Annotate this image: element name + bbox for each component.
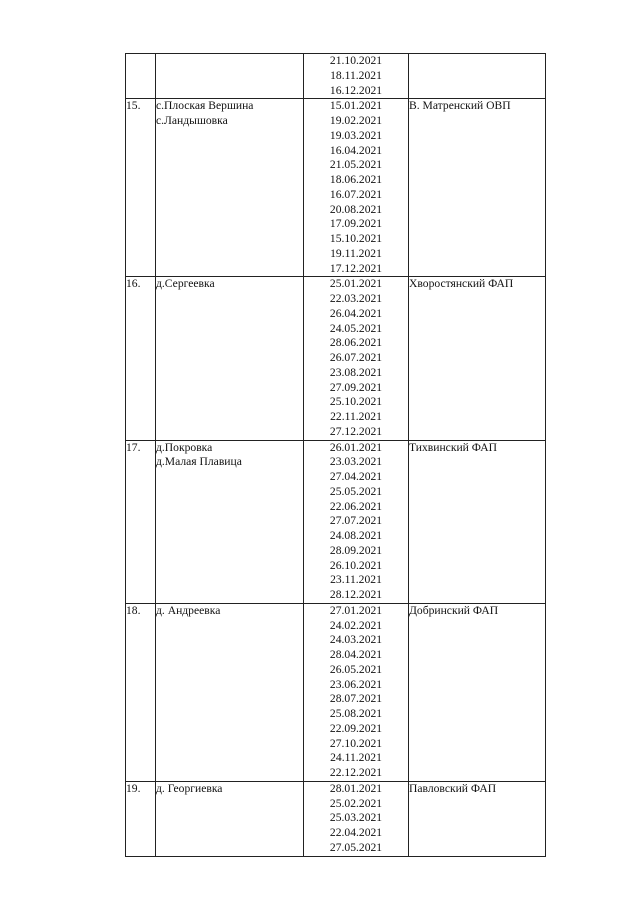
medical-post-cell (409, 99, 546, 277)
settlement-name: с.Ландышовка (156, 114, 228, 127)
settlement-name: д.Покровка (156, 440, 213, 454)
visit-date: 24.05.2021 (329, 321, 383, 335)
visit-date: 18.06.2021 (329, 173, 383, 186)
settlement-name: д. Георгиевка (156, 781, 223, 795)
table-row (126, 440, 546, 603)
visit-date: 24.11.2021 (330, 751, 382, 765)
medical-post-name: Павловский ФАП (409, 781, 497, 795)
schedule-table (125, 53, 546, 857)
visit-date: 24.03.2021 (329, 633, 383, 647)
table-row (126, 277, 546, 440)
visit-date: 26.01.2021 (329, 440, 383, 454)
row-number-text: 16. (126, 277, 141, 291)
visit-date: 28.07.2021 (329, 692, 383, 706)
visit-date: 20.08.2021 (329, 202, 383, 216)
visit-date: 23.06.2021 (329, 677, 383, 691)
visit-date: 16.12.2021 (329, 83, 383, 97)
visit-date: 16.04.2021 (329, 143, 383, 157)
row-number (126, 440, 156, 603)
visit-date: 27.04.2021 (329, 470, 383, 483)
settlement-cell (156, 440, 304, 603)
visit-date: 21.05.2021 (329, 158, 383, 172)
visit-date: 27.10.2021 (329, 736, 383, 750)
visit-date: 23.03.2021 (329, 455, 383, 469)
visit-date: 19.03.2021 (329, 128, 383, 142)
medical-post-name: Тихвинский ФАП (409, 440, 497, 454)
visit-date: 27.05.2021 (329, 840, 383, 854)
visit-date: 28.06.2021 (329, 336, 383, 350)
row-number-text (126, 54, 155, 69)
dates-cell (304, 54, 409, 99)
settlement-cell (156, 781, 304, 856)
visit-date: 28.04.2021 (329, 648, 383, 661)
dates-cell (304, 99, 409, 277)
visit-date: 27.09.2021 (329, 380, 383, 394)
visit-date: 23.11.2021 (330, 573, 382, 587)
visit-date: 22.04.2021 (329, 826, 383, 839)
row-number-text: 17. (126, 440, 141, 454)
visit-date: 15.01.2021 (329, 99, 383, 113)
table-row (126, 99, 546, 277)
medical-post-cell (409, 603, 546, 781)
settlement-cell (156, 277, 304, 440)
medical-post-cell (409, 277, 546, 440)
visit-date: 25.05.2021 (329, 484, 383, 498)
visit-date: 28.09.2021 (329, 543, 383, 557)
visit-date: 22.09.2021 (329, 721, 383, 735)
visit-date: 28.12.2021 (329, 588, 383, 601)
visit-date: 22.11.2021 (330, 410, 382, 423)
settlement-name: с.Плоская Вершина (156, 99, 254, 113)
medical-post-cell (409, 440, 546, 603)
row-number (126, 603, 156, 781)
dates-cell (304, 277, 409, 440)
row-number (126, 277, 156, 440)
visit-date: 26.07.2021 (329, 351, 383, 364)
table-row (126, 781, 546, 856)
settlement-name: д.Сергеевка (156, 277, 215, 291)
visit-date: 19.02.2021 (329, 114, 383, 127)
row-number-text: 15. (126, 99, 141, 113)
settlement-cell (156, 603, 304, 781)
medical-post-name (409, 54, 545, 69)
visit-date: 27.07.2021 (329, 514, 383, 528)
visit-date: 22.03.2021 (329, 292, 383, 305)
visit-date: 16.07.2021 (329, 187, 383, 201)
visit-date: 17.12.2021 (329, 261, 383, 275)
dates-cell (304, 603, 409, 781)
visit-date: 25.10.2021 (329, 395, 383, 409)
settlement-name: д. Андреевка (156, 603, 221, 617)
medical-post-cell (409, 781, 546, 856)
settlement-cell (156, 54, 304, 99)
visit-date: 26.04.2021 (329, 306, 383, 320)
visit-date: 17.09.2021 (329, 217, 383, 231)
medical-post-cell (409, 54, 546, 99)
visit-date: 18.11.2021 (330, 68, 382, 82)
schedule-table-body (126, 54, 546, 857)
visit-date: 26.10.2021 (329, 558, 383, 572)
row-number-text: 18. (126, 603, 141, 617)
visit-date: 28.01.2021 (329, 781, 383, 795)
visit-date: 25.01.2021 (329, 277, 383, 291)
settlement-name: д.Малая Плавица (156, 455, 242, 469)
dates-cell (304, 781, 409, 856)
visit-date: 24.02.2021 (329, 618, 383, 632)
visit-date: 25.03.2021 (329, 811, 383, 825)
visit-date: 25.08.2021 (329, 707, 383, 720)
row-number (126, 781, 156, 856)
visit-date: 22.06.2021 (329, 499, 383, 513)
visit-date: 19.11.2021 (330, 246, 382, 260)
medical-post-name: Хворостянский ФАП (409, 277, 514, 291)
visit-date: 27.01.2021 (329, 603, 383, 617)
dates-cell (304, 440, 409, 603)
visit-date: 25.02.2021 (329, 796, 383, 810)
table-row (126, 603, 546, 781)
settlement-cell (156, 99, 304, 277)
visit-date: 15.10.2021 (329, 232, 383, 245)
visit-date: 21.10.2021 (329, 54, 383, 67)
medical-post-name: В. Матренский ОВП (409, 99, 511, 113)
row-number-text: 19. (126, 781, 141, 795)
table-row (126, 54, 546, 99)
visit-date: 27.12.2021 (329, 424, 383, 438)
row-number (126, 54, 156, 99)
visit-date: 22.12.2021 (329, 766, 383, 779)
medical-post-name: Добринский ФАП (409, 603, 499, 617)
visit-date: 26.05.2021 (329, 662, 383, 676)
row-number (126, 99, 156, 277)
visit-date: 23.08.2021 (329, 365, 383, 379)
visit-date: 24.08.2021 (329, 529, 383, 542)
